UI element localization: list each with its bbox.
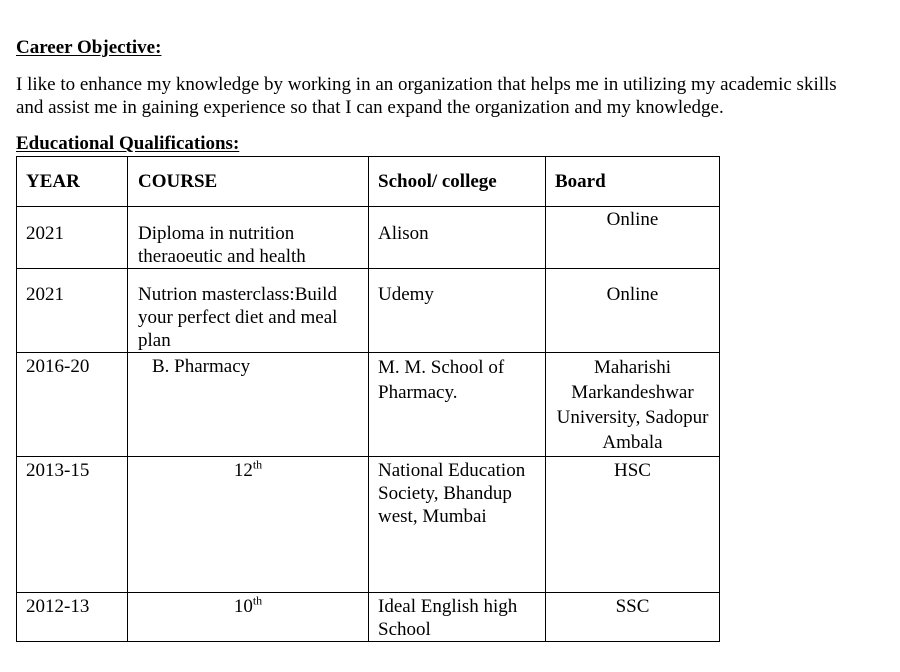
column-header-course: COURSE bbox=[128, 157, 369, 207]
cell-year: 2012-13 bbox=[17, 593, 128, 642]
cell-board: Online bbox=[546, 269, 720, 353]
cell-course bbox=[128, 593, 369, 642]
table-row bbox=[17, 269, 720, 353]
cell-school: National Education Society, Bhandup west, Mumbai bbox=[369, 457, 546, 593]
cell-year: 2021 bbox=[17, 269, 128, 353]
table-row bbox=[17, 593, 720, 642]
cell-course: Nutrion masterclass:Build your perfect diet and meal plan bbox=[128, 269, 369, 353]
cell-board: HSC bbox=[546, 457, 720, 593]
career-objective-text bbox=[16, 73, 896, 119]
cell-year: 2016-20 bbox=[17, 353, 128, 457]
cell-course: B. Pharmacy bbox=[128, 353, 369, 457]
cell-year: 2013-15 bbox=[17, 457, 128, 593]
table-row bbox=[17, 207, 720, 269]
cell-school: Alison bbox=[369, 207, 546, 269]
course-grade: 12 bbox=[233, 460, 253, 481]
cell-course bbox=[128, 457, 369, 593]
cell-school: Udemy bbox=[369, 269, 546, 353]
course-grade-suffix: th bbox=[252, 457, 263, 472]
career-objective-line: I like to enhance my knowledge by working in an organization that helps me in utilizing my academic skills bbox=[16, 74, 837, 95]
column-header-board: Board bbox=[546, 157, 720, 207]
education-table bbox=[16, 156, 720, 642]
course-grade-suffix: th bbox=[252, 593, 263, 608]
cell-year: 2021 bbox=[17, 207, 128, 269]
cell-board: Maharishi Markandeshwar University, Sadopur Ambala bbox=[546, 353, 720, 457]
cell-board: SSC bbox=[546, 593, 720, 642]
column-header-school: School/ college bbox=[369, 157, 546, 207]
educational-qualifications-heading: Educational Qualifications: bbox=[16, 133, 240, 154]
career-objective-line: and assist me in gaining experience so that I can expand the organization and my knowledge. bbox=[16, 97, 724, 118]
table-row bbox=[17, 457, 720, 593]
cell-school: Ideal English high School bbox=[369, 593, 546, 642]
column-header-year: YEAR bbox=[17, 157, 128, 207]
cell-school: M. M. School of Pharmacy. bbox=[369, 353, 546, 457]
cell-course: Diploma in nutrition theraoeutic and health bbox=[128, 207, 369, 269]
table-row bbox=[17, 353, 720, 457]
career-objective-heading: Career Objective: bbox=[16, 37, 162, 58]
course-grade: 10 bbox=[233, 596, 253, 617]
cell-board: Online bbox=[546, 207, 720, 269]
table-header-row bbox=[17, 157, 720, 207]
